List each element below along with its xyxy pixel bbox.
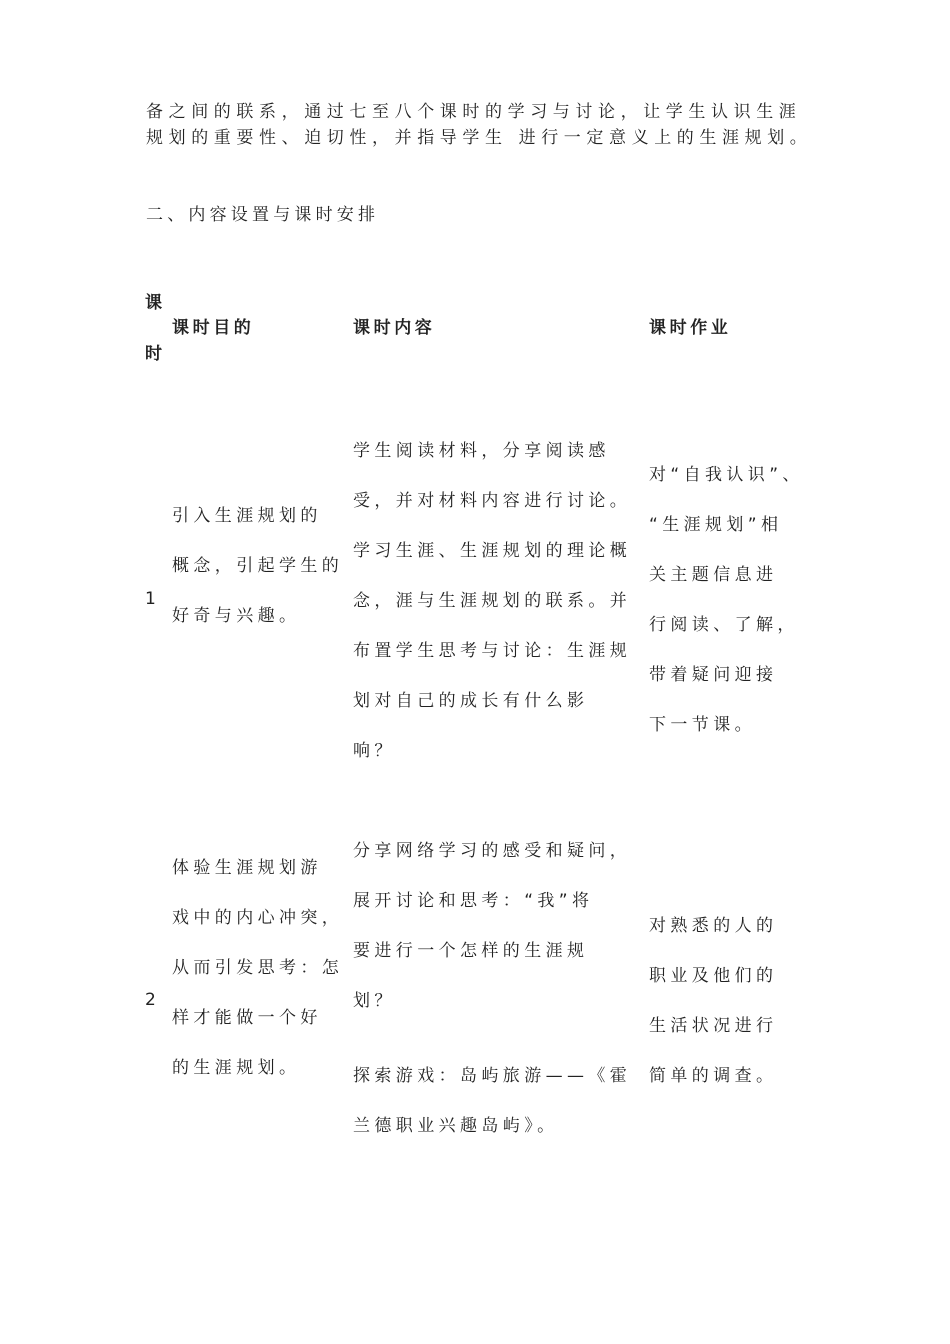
row-2-content-line: 分享网络学习的感受和疑问， [353, 841, 632, 861]
row-1-content-line: 受，并对材料内容进行讨论。 [353, 491, 632, 511]
row-1-homework-line: 关主题信息进 [649, 565, 778, 585]
row-1-content [353, 426, 631, 776]
row-1-content-line: 响？ [353, 741, 396, 761]
row-1-homework-line: 下一节课。 [649, 715, 756, 735]
header-lesson-bottom: 时 [145, 344, 166, 364]
row-1-homework-line: 带着疑问迎接 [649, 665, 778, 685]
row-2-purpose-line: 的生涯规划。 [172, 1058, 301, 1078]
row-1-content-line: 学生阅读材料，分享阅读感 [353, 441, 610, 461]
row-2-purpose-line: 戏中的内心冲突， [172, 908, 344, 928]
row-1-number: 1 [145, 589, 156, 609]
row-2-purpose [172, 843, 343, 1093]
row-2-content-line: 探索游戏：岛屿旅游——《霍 [353, 1066, 632, 1086]
intro-line-1: 备之间的联系，通过七至八个课时的学习与讨论，让学生认识生涯 [146, 102, 802, 122]
row-2-content-line: 兰德职业兴趣岛屿》。 [353, 1116, 559, 1136]
row-2-homework-line: 对熟悉的人的 [649, 916, 778, 936]
row-1-purpose-line: 概念，引起学生的 [172, 556, 344, 576]
row-1-content-line: 划对自己的成长有什么影 [353, 691, 589, 711]
row-1-homework-line: 对“自我认识”、 [649, 465, 804, 485]
row-1-content-line: 念，涯与生涯规划的联系。并 [353, 591, 632, 611]
row-2-content-line: 划？ [353, 991, 396, 1011]
row-2-homework-line: 生活状况进行 [649, 1016, 778, 1036]
header-homework: 课时作业 [649, 318, 732, 338]
row-2-homework [649, 901, 777, 1101]
row-1-homework [649, 450, 804, 750]
row-2-number: 2 [145, 990, 156, 1010]
row-1-homework-line: “生涯规划”相 [649, 515, 783, 535]
row-2-content-spacer [353, 1026, 631, 1051]
row-2-purpose-line: 体验生涯规划游 [172, 858, 322, 878]
header-purpose: 课时目的 [172, 318, 255, 338]
section-heading: 二、内容设置与课时安排 [146, 205, 380, 225]
row-2-homework-line: 职业及他们的 [649, 966, 778, 986]
intro-line-2: 规划的重要性、迫切性，并指导学生 进行一定意义上的生涯规划。 [146, 128, 813, 148]
row-1-purpose-line: 引入生涯规划的 [172, 506, 322, 526]
row-1-purpose [172, 491, 343, 641]
row-1-homework-line: 行阅读、了解， [649, 615, 799, 635]
row-1-purpose-line: 好奇与兴趣。 [172, 606, 301, 626]
row-2-content-line: 要进行一个怎样的生涯规 [353, 941, 589, 961]
row-1-content-line: 布置学生思考与讨论：生涯规 [353, 641, 632, 661]
row-2-purpose-line: 样才能做一个好 [172, 1008, 322, 1028]
header-content: 课时内容 [353, 318, 436, 338]
header-lesson-top: 课 [145, 293, 166, 313]
row-2-purpose-line: 从而引发思考：怎 [172, 958, 344, 978]
row-2-homework-line: 简单的调查。 [649, 1066, 778, 1086]
row-2-content [353, 826, 631, 1151]
row-1-content-line: 学习生涯、生涯规划的理论概 [353, 541, 632, 561]
row-2-content-line: 展开讨论和思考：“我”将 [353, 891, 594, 911]
